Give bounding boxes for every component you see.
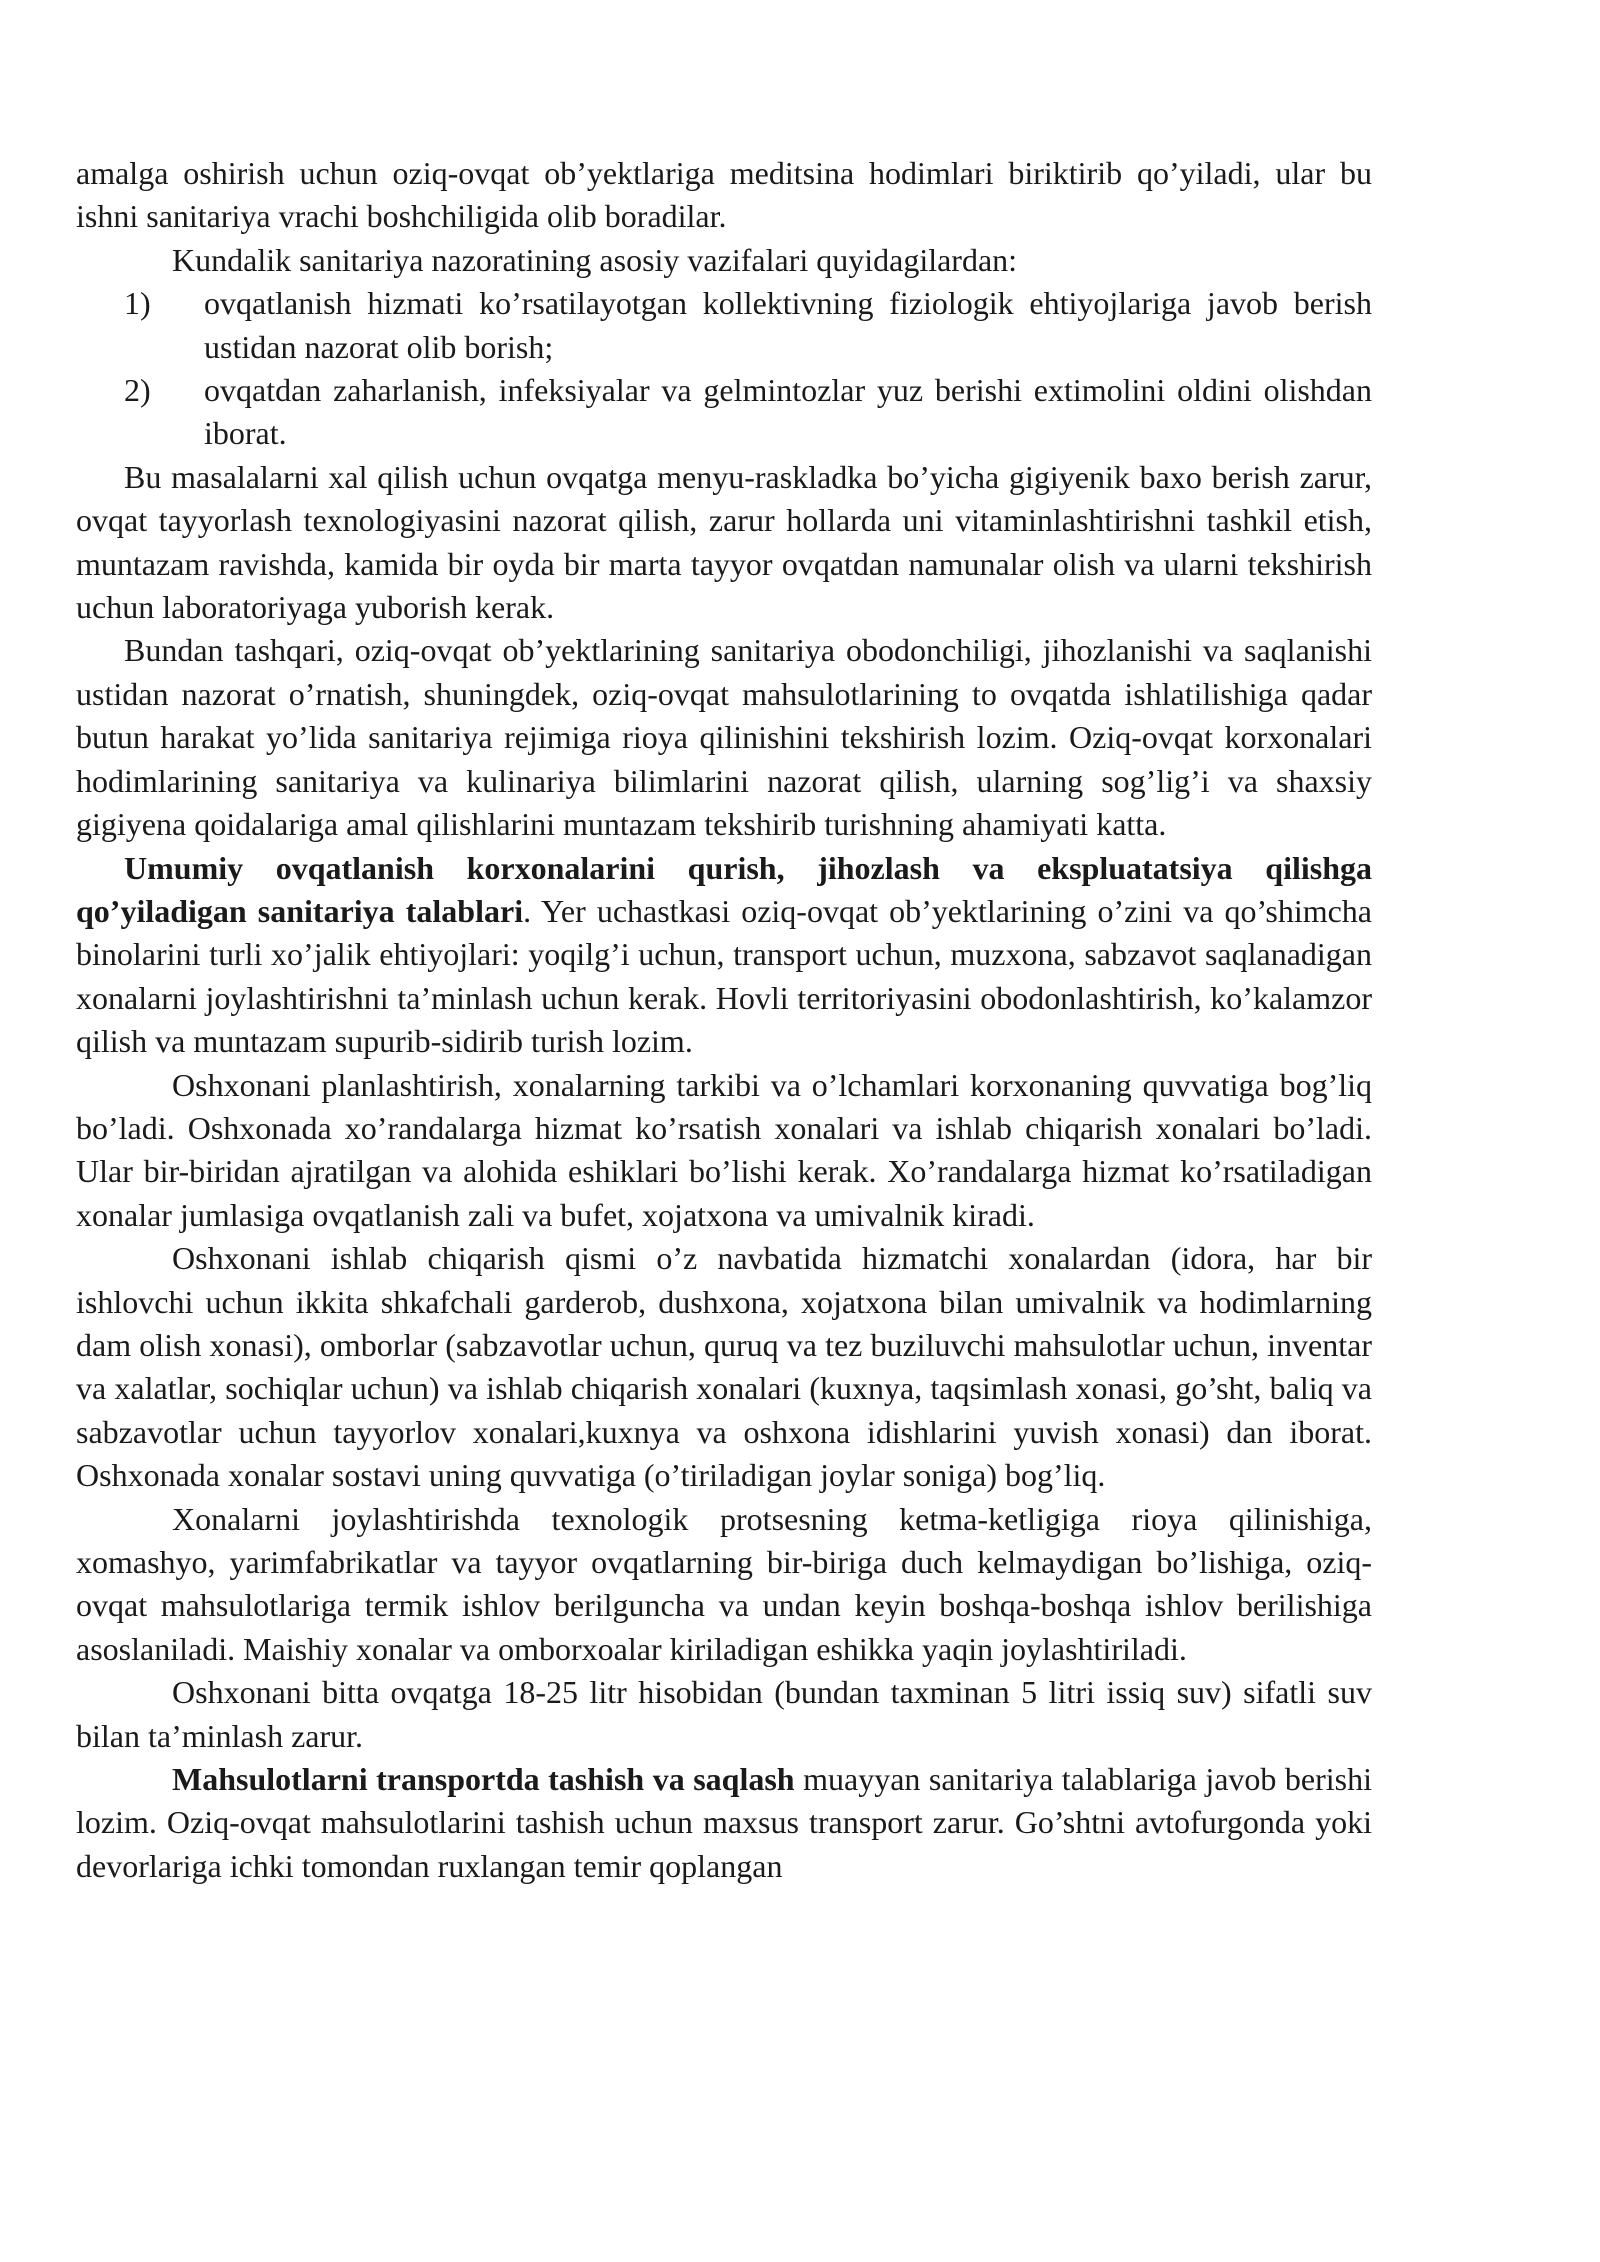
paragraph-7: Xonalarni joylashtirishda texnologik protsesning ketma-ketligiga rioya qilinishiga, xomashyo, yarimfabrikatlar va tayyor ovqatlarning bir-biriga duch kelmaydigan bo’lishiga, oziq-ovqat mahsulotlariga termik ishlov berilguncha va undan keyin boshqa-boshqa ishlov berilishiga asoslaniladi. Maishiy xonalar va omborxoalar kiriladigan eshikka yaqin joylashtiriladi. bbox=[76, 1500, 1372, 1667]
list-item bbox=[76, 282, 1372, 369]
paragraph-6: Oshxonani ishlab chiqarish qismi o’z navbatida hizmatchi xonalardan (idora, har bir ishlovchi uchun ikkita shkafchali garderob, dushxona, xojatxona bilan umivalnik va hodimlarning dam olish xonasi), omborlar (sabzavotlar uchun, quruq va tez buziluvchi mahsulotlar uchun, inventar va xalatlar, sochiqlar uchun) va ishlab chiqarish xonalari (kuxnya, taqsimlash xonasi, go’sht, baliq va sabzavotlar uchun tayyorlov xonalari,kuxnya va oshxona idishlarini yuvish xonasi) dan iborat. Oshxonada xonalar sostavi uning quvvatiga (o’tiriladigan joylar soniga) bog’liq. bbox=[76, 1240, 1372, 1494]
document-page bbox=[76, 152, 1372, 1888]
paragraph-5: Oshxonani planlashtirish, xonalarning tarkibi va o’lchamlari korxonaning quvvatiga bog’liq bo’ladi. Oshxonada xo’randalarga hizmat ko’rsatish xonalari va ishlab chiqarish xonalari bo’ladi. Ular bir-biridan ajratilgan va alohida eshiklari bo’lishi kerak. Xo’randalarga hizmat ko’rsatiladigan xonalar jumlasiga ovqatlanish zali va bufet, xojatxona va umivalnik kiradi. bbox=[76, 1066, 1372, 1233]
section-heading-transport: Mahsulotlarni transportda tashish va saqlash bbox=[172, 1761, 795, 1798]
paragraph-8: Oshxonani bitta ovqatga 18-25 litr hisobidan (bundan taxminan 5 litri issiq suv) sifatli suv bilan ta’minlash zarur. bbox=[76, 1674, 1372, 1754]
list-item-number: 1) bbox=[124, 285, 151, 322]
paragraph-0: amalga oshirish uchun oziq-ovqat ob’yektlariga meditsina hodimlari biriktirib qo’yiladi, ular bu ishni sanitariya vrachi boshchiligida olib boradilar. bbox=[76, 155, 1372, 235]
numbered-list bbox=[76, 282, 1372, 456]
section-heading-sanitary-requirements: Umumiy ovqatlanish korxonalarini qurish, jihozlash va ekspluatatsiya qilishga qo’yiladigan sanitariya talablari bbox=[76, 849, 1372, 929]
paragraph-4-text: . Yer uchastkasi oziq-ovqat ob’yektlarining o’zini va qo’shimcha binolarini turli xo’jalik ehtiyojlari: yoqilg’i uchun, transport uchun, muzxona, sabzavot saqlanadigan xonalarni joylashtirishni ta’minlash uchun kerak. Hovli territoriyasini obodonlashtirish, ko’kalamzor qilish va muntazam supurib-sidirib turish lozim. bbox=[76, 892, 1373, 1060]
paragraph-9 bbox=[76, 1758, 1372, 1888]
list-item-text: ovqatlanish hizmati ko’rsatilayotgan kollektivning fiziologik ehtiyojlariga javob berish ustidan nazorat olib borish; bbox=[204, 285, 1372, 365]
paragraph-1: Kundalik sanitariya nazoratining asosiy vazifalari quyidagilardan: bbox=[172, 241, 1018, 278]
paragraph-3: Bundan tashqari, oziq-ovqat ob’yektlarining sanitariya obodonchiligi, jihozlanishi va saqlanishi ustidan nazorat o’rnatish, shuningdek, oziq-ovqat mahsulotlarining to ovqatda ishlatilishiga qadar butun harakat yo’lida sanitariya rejimiga rioya qilinishini tekshirish lozim. Oziq-ovqat korxonalari hodimlarining sanitariya va kulinariya bilimlarini nazorat qilish, ularning sog’lig’i va shaxsiy gigiyena qoidalariga amal qilishlarini muntazam tekshirib turishning ahamiyati katta. bbox=[76, 632, 1372, 843]
list-item-number: 2) bbox=[124, 372, 151, 409]
paragraph-4 bbox=[76, 847, 1372, 1064]
paragraph-2: Bu masalalarni xal qilish uchun ovqatga menyu-raskladka bo’yicha gigiyenik baxo berish zarur, ovqat tayyorlash texnologiyasini nazorat qilish, zarur hollarda uni vitaminlashtirishni tashkil etish, muntazam ravishda, kamida bir oyda bir marta tayyor ovqatdan namunalar olish va ularni tekshirish uchun laboratoriyaga yuborish kerak. bbox=[76, 458, 1372, 626]
paragraph-9-text: muayyan sanitariya talablariga javob berishi lozim. Oziq-ovqat mahsulotlarini tashish uchun maxsus transport zarur. Go’shtni avtofurgonda yoki devorlariga ichki tomondan ruxlangan temir qoplangan bbox=[76, 1761, 1373, 1884]
list-item-text: ovqatdan zaharlanish, infeksiyalar va gelmintozlar yuz berishi extimolini oldini olishdan iborat. bbox=[204, 372, 1372, 452]
list-item bbox=[76, 369, 1372, 456]
